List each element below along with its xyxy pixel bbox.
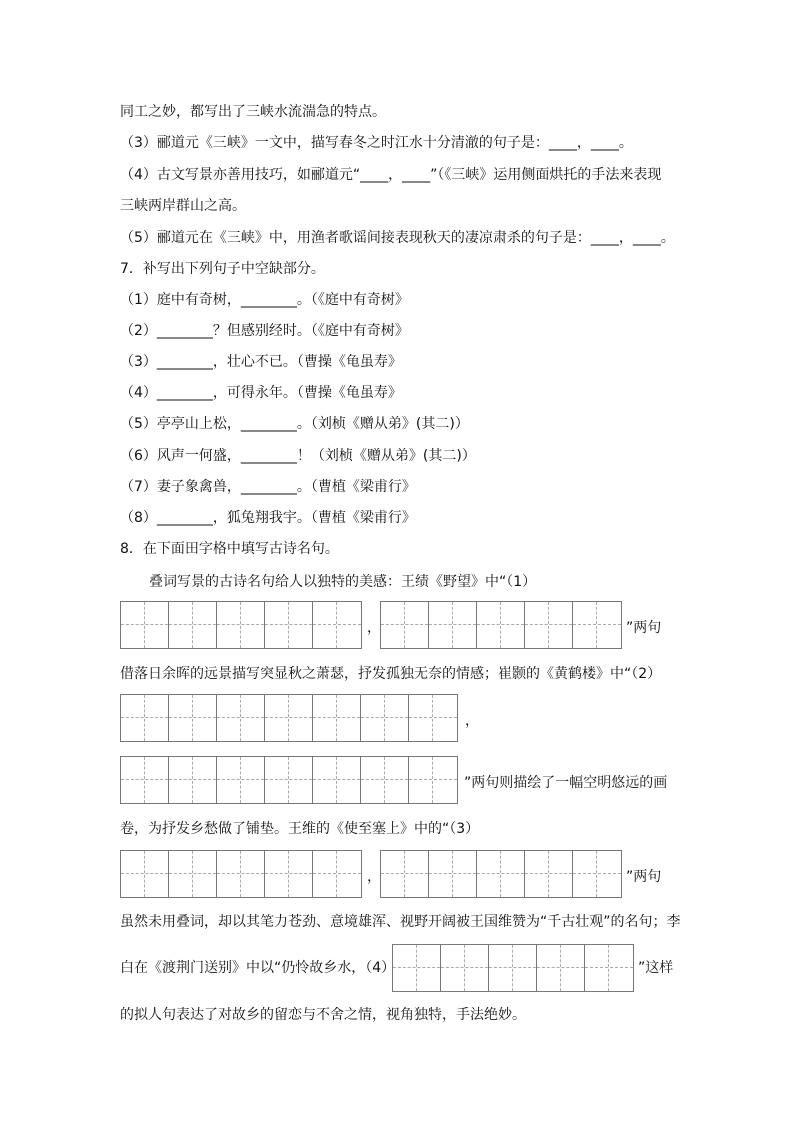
comma: ， bbox=[367, 620, 381, 636]
answer-grid-2b[interactable] bbox=[120, 756, 458, 804]
question-title: 7．补写出下列句子中空缺部分。 bbox=[120, 261, 325, 277]
comma: ， bbox=[465, 713, 479, 729]
text-line: （5）亭亭山上松，________。（刘桢《赠从弟》(其二)） bbox=[120, 416, 469, 432]
comma: ， bbox=[367, 869, 381, 885]
text-line: （1）庭中有奇树，________。（《庭中有奇树》 bbox=[120, 292, 409, 308]
text-line: ”这样 bbox=[638, 960, 674, 976]
text-line: （5）郦道元在《三峡》中，用渔者歌谣间接表现秋天的凄凉肃杀的句子是：____，____。 bbox=[120, 230, 675, 246]
text-line: 的拟人句表达了对故乡的留恋与不舍之情，视角独特，手法绝妙。 bbox=[120, 1007, 526, 1023]
text-line: 三峡两岸群山之高。 bbox=[120, 198, 246, 214]
text-liangju: ”两句 bbox=[626, 869, 662, 885]
text-line: （8）________，狐兔翔我宇。（曹植《梁甫行》 bbox=[120, 510, 416, 526]
text-line: ”两句则描绘了一幅空明悠远的画 bbox=[464, 775, 668, 791]
text-line: 虽然未用叠词，却以其笔力苍劲、意境雄浑、视野开阔被王国维赞为“千古壮观”的名句；李 bbox=[120, 914, 681, 930]
answer-grid-4[interactable] bbox=[392, 944, 634, 992]
question-title: 8．在下面田字格中填写古诗名句。 bbox=[120, 541, 339, 557]
text-line: （2）________？但感别经时。（《庭中有奇树》 bbox=[120, 323, 409, 339]
q8-intro: 叠词写景的古诗名句给人以独特的美感：王绩《野望》中“（1） bbox=[149, 574, 537, 590]
text-line: （7）妻子象禽兽，________。（曹植《梁甫行》 bbox=[120, 479, 416, 495]
text-liangju: ”两句 bbox=[626, 620, 662, 636]
text-line: 同工之妙，都写出了三峡水流湍急的特点。 bbox=[120, 104, 386, 120]
answer-grid-2a[interactable] bbox=[120, 694, 458, 742]
text-line: 卷，为抒发乡愁做了铺垫。王维的《使至塞上》中的“（3） bbox=[120, 821, 480, 837]
text-line: 借落日余晖的远景描写突显秋之萧瑟，抒发孤独无奈的情感；崔颢的《黄鹤楼》中“（2） bbox=[120, 666, 662, 682]
answer-grid-3b[interactable] bbox=[380, 850, 622, 898]
text-line: （3）________，壮心不已。（曹操《龟虽寿》 bbox=[120, 354, 402, 370]
text-line: （3）郦道元《三峡》一文中，描写春冬之时江水十分清澈的句子是：____，____。 bbox=[120, 135, 633, 151]
text-line: （6）风声一何盛，________！（刘桢《赠从弟》(其二)） bbox=[120, 448, 476, 464]
answer-grid-1a[interactable] bbox=[120, 601, 362, 649]
text-line: （4）________，可得永年。（曹操《龟虽寿》 bbox=[120, 385, 402, 401]
answer-grid-3a[interactable] bbox=[120, 850, 362, 898]
text-line: （4）古文写景亦善用技巧，如郦道元“____，____”（《三峡》运用侧面烘托的手法来表现 bbox=[120, 167, 662, 183]
answer-grid-1b[interactable] bbox=[380, 601, 622, 649]
text-line: 白在《渡荆门送别》中以“仍怜故乡水，（4） bbox=[120, 960, 396, 976]
